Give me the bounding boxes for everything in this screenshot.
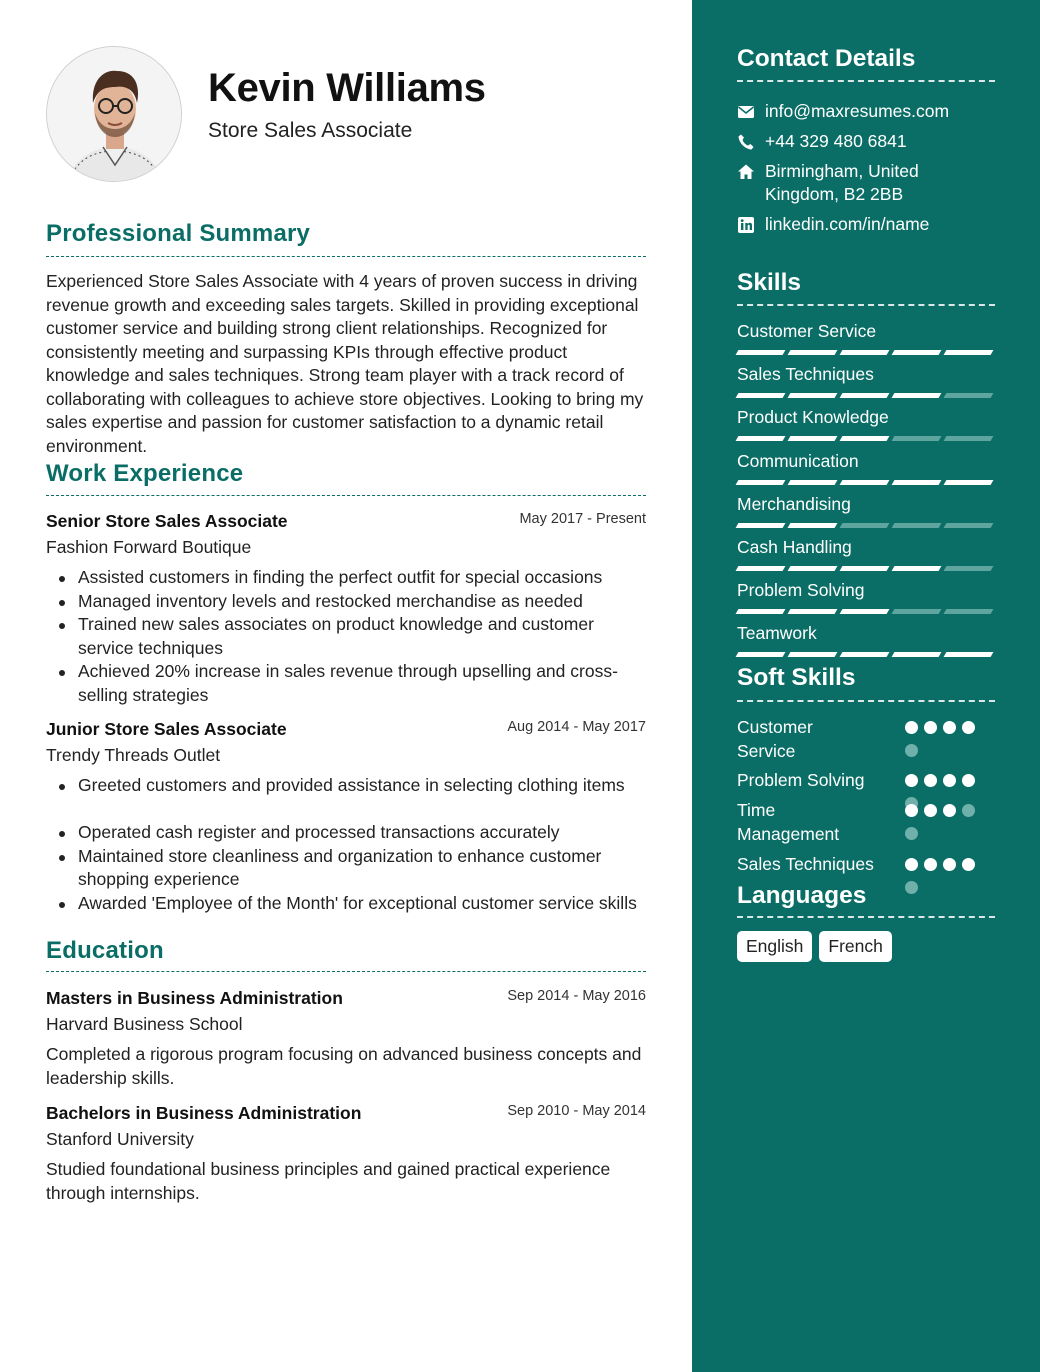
skill-level-segment: [840, 480, 890, 485]
skill-level-segment: [736, 480, 786, 485]
skill-level-segment: [840, 609, 890, 614]
skill-level-segment: [892, 566, 942, 571]
skill-level-segment: [736, 523, 786, 528]
envelope-icon: [737, 103, 755, 121]
skill-item: [737, 580, 995, 614]
skills-heading: Skills: [737, 269, 802, 296]
skill-level-segment: [892, 393, 942, 398]
job-bullet: Assisted customers in finding the perfect outfit for special occasions: [46, 566, 646, 590]
rating-dot: [905, 774, 918, 787]
skill-level-segment: [788, 566, 838, 571]
skill-level-segment: [944, 566, 994, 571]
skill-level-segment: [788, 436, 838, 441]
skill-level-segment: [736, 609, 786, 614]
soft-skill-item: [737, 799, 995, 846]
job-bullets: [46, 774, 646, 915]
job-dates: Aug 2014 - May 2017: [507, 719, 646, 735]
education-degree: Bachelors in Business Administration: [46, 1103, 362, 1123]
skill-name: Communication: [737, 450, 859, 471]
skill-level-segment: [736, 350, 786, 355]
education-entry: [46, 988, 646, 1090]
skill-level-segment: [944, 523, 994, 528]
rating-dot: [905, 827, 918, 840]
skill-level-segment: [892, 480, 942, 485]
skill-level-segment: [736, 393, 786, 398]
job-bullet: Awarded 'Employee of the Month' for exceptional customer service skills: [46, 892, 646, 916]
skill-name: Sales Techniques: [737, 364, 874, 385]
skill-level-segment: [736, 566, 786, 571]
skill-level-segment: [788, 350, 838, 355]
home-icon: [737, 163, 755, 181]
rating-dot: [924, 774, 937, 787]
skill-level-bar: [737, 350, 995, 355]
education-dates: Sep 2014 - May 2016: [507, 988, 646, 1004]
skill-level-segment: [788, 609, 838, 614]
skill-item: [737, 494, 995, 528]
skill-item: [737, 451, 995, 485]
skill-level-segment: [840, 652, 890, 657]
summary-divider: [46, 256, 646, 257]
job-role: Senior Store Sales Associate: [46, 511, 288, 531]
phone-icon: [737, 133, 755, 151]
skill-level-segment: [892, 436, 942, 441]
rating-dot: [905, 721, 918, 734]
experience-heading: Work Experience: [46, 460, 244, 487]
skill-item: [737, 321, 995, 355]
sidebar: [692, 0, 1040, 1372]
job-bullet: Operated cash register and processed transactions accurately: [46, 821, 646, 845]
skill-level-segment: [944, 652, 994, 657]
job-entry: [46, 719, 646, 915]
rating-dot: [943, 804, 956, 817]
job-bullets: [46, 566, 646, 707]
skill-level-segment: [892, 609, 942, 614]
soft-skill-name: Problem Solving: [737, 770, 865, 790]
job-bullet: Achieved 20% increase in sales revenue through upselling and cross-selling strategies: [46, 660, 646, 707]
skill-item: [737, 364, 995, 398]
contact-address-text: Birmingham, United Kingdom, B2 2BB: [765, 161, 919, 204]
skill-item: [737, 623, 995, 657]
contact-address: [737, 160, 937, 206]
skill-item: [737, 537, 995, 571]
contact-phone[interactable]: [737, 130, 995, 153]
skill-name: Cash Handling: [737, 537, 852, 557]
rating-dot: [943, 774, 956, 787]
skill-level-segment: [944, 436, 994, 441]
job-bullet: Trained new sales associates on product knowledge and customer service techniques: [46, 613, 646, 660]
education-divider: [46, 971, 646, 972]
skill-level-segment: [944, 609, 994, 614]
skill-level-segment: [840, 566, 890, 571]
rating-dot: [924, 858, 937, 871]
job-bullet: Maintained store cleanliness and organization to enhance customer shopping experience: [46, 845, 646, 892]
rating-dot: [962, 804, 975, 817]
rating-dot: [943, 858, 956, 871]
job-entry: [46, 511, 646, 707]
skill-level-segment: [840, 350, 890, 355]
soft-skill-rating: [905, 858, 979, 894]
languages-list: [737, 931, 892, 962]
contact-linkedin[interactable]: [737, 213, 995, 236]
skill-level-bar: [737, 609, 995, 614]
job-role: Junior Store Sales Associate: [46, 719, 287, 739]
contact-phone-text: +44 329 480 6841: [765, 131, 907, 151]
rating-dot: [905, 804, 918, 817]
job-company: Fashion Forward Boutique: [46, 537, 252, 557]
skill-name: Product Knowledge: [737, 407, 889, 428]
summary-heading: Professional Summary: [46, 220, 311, 247]
skill-level-bar: [737, 523, 995, 528]
skill-level-bar: [737, 566, 995, 571]
skill-level-segment: [840, 523, 890, 528]
contact-email[interactable]: [737, 100, 995, 123]
linkedin-icon: [737, 216, 755, 234]
language-tag: French: [819, 931, 891, 962]
rating-dot: [924, 721, 937, 734]
skill-level-segment: [944, 480, 994, 485]
skill-level-segment: [736, 436, 786, 441]
job-dates: May 2017 - Present: [519, 511, 646, 527]
rating-dot: [943, 721, 956, 734]
rating-dot: [905, 881, 918, 894]
education-school: Stanford University: [46, 1129, 194, 1149]
person-photo-icon: [47, 47, 182, 182]
language-tag: English: [737, 931, 812, 962]
contact-heading: Contact Details: [737, 45, 916, 72]
soft-skills-heading: Soft Skills: [737, 664, 856, 691]
skill-name: Merchandising: [737, 493, 851, 514]
job-bullet: Managed inventory levels and restocked merchandise as needed: [46, 590, 646, 614]
soft-skill-item: [737, 716, 995, 763]
education-dates: Sep 2010 - May 2014: [507, 1103, 646, 1119]
candidate-name: Kevin Williams: [208, 66, 486, 110]
skill-name: Problem Solving: [737, 580, 865, 601]
summary-text: Experienced Store Sales Associate with 4 years of proven success in driving revenue growth and exceeding sales targets. Skilled in providing exceptional customer service and building strong client relationships. Recognized for consistently meeting and surpassing KPIs through effective product knowledge and sales techniques. Strong team player with a track record of collaborating with colleagues to achieve store objectives. Looking to bring my sales expertise and passion for customer satisfaction to a dynamic retail environment.: [46, 271, 644, 456]
soft-skill-name: Customer Service: [737, 717, 813, 761]
skill-level-segment: [892, 652, 942, 657]
languages-divider: [737, 916, 995, 918]
skill-level-segment: [944, 350, 994, 355]
rating-dot: [962, 721, 975, 734]
skill-level-segment: [840, 393, 890, 398]
skill-level-bar: [737, 393, 995, 398]
education-school: Harvard Business School: [46, 1014, 243, 1034]
skill-level-segment: [892, 350, 942, 355]
skill-item: [737, 407, 995, 441]
skill-level-segment: [788, 523, 838, 528]
soft-skill-rating: [905, 804, 979, 840]
job-company: Trendy Threads Outlet: [46, 745, 221, 765]
skill-level-segment: [788, 480, 838, 485]
skill-name: Customer Service: [737, 321, 877, 341]
soft-skill-rating: [905, 721, 979, 757]
job-bullet: Greeted customers and provided assistance in selecting clothing items: [46, 774, 646, 798]
soft-skill-name: Time Management: [737, 800, 840, 844]
soft-skill-item: [737, 769, 995, 793]
skill-level-segment: [788, 652, 838, 657]
skill-level-segment: [840, 436, 890, 441]
contact-divider: [737, 80, 995, 82]
skill-level-bar: [737, 436, 995, 441]
education-degree: Masters in Business Administration: [46, 988, 343, 1008]
skill-level-bar: [737, 652, 995, 657]
avatar: [46, 46, 182, 182]
rating-dot: [962, 774, 975, 787]
skill-name: Teamwork: [737, 623, 817, 644]
soft-skills-divider: [737, 700, 995, 702]
rating-dot: [924, 804, 937, 817]
skill-level-bar: [737, 480, 995, 485]
rating-dot: [962, 858, 975, 871]
skill-level-segment: [944, 393, 994, 398]
education-entry: [46, 1103, 646, 1205]
rating-dot: [905, 858, 918, 871]
education-description: Completed a rigorous program focusing on advanced business concepts and leadership skills.: [46, 1044, 642, 1088]
contact-linkedin-text: linkedin.com/in/name: [765, 214, 930, 234]
skill-level-segment: [736, 652, 786, 657]
skill-level-segment: [788, 393, 838, 398]
experience-divider: [46, 495, 646, 496]
candidate-title: Store Sales Associate: [208, 119, 413, 142]
education-heading: Education: [46, 937, 164, 964]
rating-dot: [905, 744, 918, 757]
education-description: Studied foundational business principles and gained practical experience through internships.: [46, 1159, 611, 1203]
soft-skill-item: [737, 853, 995, 877]
skills-divider: [737, 304, 995, 306]
skill-level-segment: [892, 523, 942, 528]
languages-heading: Languages: [737, 882, 867, 909]
soft-skill-name: Sales Techniques: [737, 854, 874, 874]
contact-email-text: info@maxresumes.com: [765, 101, 950, 121]
